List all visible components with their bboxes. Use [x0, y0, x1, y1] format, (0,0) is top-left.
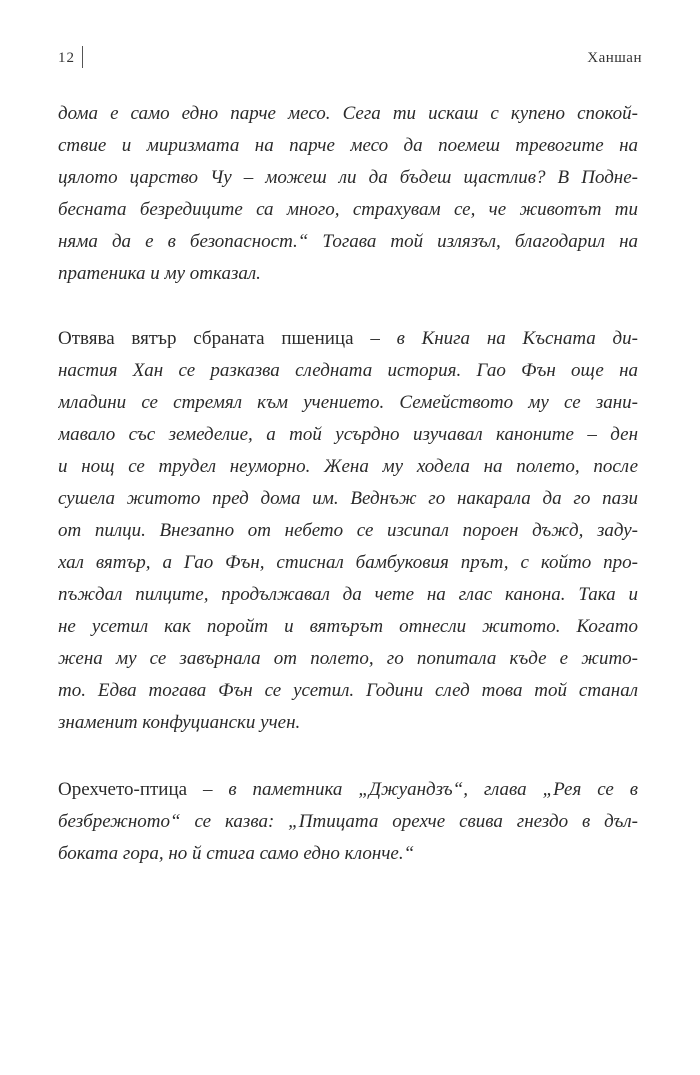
text-run: ствие и миризмата на парче месо да поемеш тревогите на	[58, 135, 638, 156]
text-run: дома е само едно парче месо. Сега ти искаш с купено спокой-	[58, 103, 638, 124]
text-run: не усетил как поройт и вятърът отнесли житото. Когато	[58, 616, 638, 637]
text-line	[58, 162, 638, 194]
text-line	[58, 130, 638, 162]
text-line	[58, 355, 638, 387]
text-run: младини се стремял към учението. Семейството му се зани-	[58, 392, 638, 413]
text-line	[58, 387, 638, 419]
text-run: цялото царство Чу – можеш ли да бъдеш щастлив? В Подне-	[58, 167, 638, 188]
text-run: Орехчето-птица	[58, 779, 188, 800]
paragraph-2	[58, 323, 638, 739]
text-line	[58, 451, 638, 483]
text-line	[58, 258, 638, 290]
text-run: безбрежното“ се казва: „Птицата орехче свива гнездо в дъл-	[58, 811, 638, 832]
running-header	[58, 50, 642, 72]
text-line	[58, 419, 638, 451]
text-line	[58, 226, 638, 258]
text-line	[58, 98, 638, 130]
text-run: то. Едва тогава Фън се усетил. Години след това той станал	[58, 680, 638, 701]
text-run: настия Хан се разказва следната история. Гао Фън още на	[58, 360, 638, 381]
text-line	[58, 611, 638, 643]
text-run: жена му се завърнала от полето, го попитала къде е жито-	[58, 648, 638, 669]
running-title: Ханшан	[587, 50, 642, 66]
text-line	[58, 194, 638, 226]
text-run: няма да е в безопасност.“ Тогава той излязъл, благодарил на	[58, 231, 638, 252]
paragraph-3	[58, 774, 638, 870]
text-run: – в Книга на Късната ди-	[353, 328, 638, 349]
text-line	[58, 323, 638, 355]
text-line	[58, 579, 638, 611]
text-run: знаменит конфуциански учен.	[58, 712, 301, 733]
text-line	[58, 515, 638, 547]
text-run: бесната безредиците са много, страхувам се, че животът ти	[58, 199, 638, 220]
text-run: пратеника и му отказал.	[58, 263, 261, 284]
text-line	[58, 547, 638, 579]
paragraph-1	[58, 98, 638, 290]
text-line	[58, 675, 638, 707]
text-run: – в паметника „Джуандзъ“, глава „Рея се в	[187, 779, 638, 800]
text-run: хал вятър, а Гао Фън, стиснал бамбуковия прът, с който про-	[58, 552, 638, 573]
text-run: сушела житото пред дома им. Веднъж го накарала да го пази	[58, 488, 638, 509]
text-line	[58, 707, 638, 739]
text-line	[58, 483, 638, 515]
text-run: пъждал пилците, продължавал да чете на глас канона. Така и	[58, 584, 638, 605]
header-divider	[82, 46, 83, 68]
text-run: и нощ се трудел неуморно. Жена му ходела на полето, после	[58, 456, 638, 477]
text-run: мавало със земеделие, а той усърдно изучавал каноните – ден	[58, 424, 638, 445]
text-run: Отвява вятър сбраната пшеница	[58, 328, 354, 349]
text-line	[58, 838, 638, 870]
text-line	[58, 643, 638, 675]
text-line	[58, 806, 638, 838]
text-line	[58, 774, 638, 806]
text-run: от пилци. Внезапно от небето се изсипал пороен дъжд, заду-	[58, 520, 638, 541]
text-run: боката гора, но й стига само едно клонче.“	[58, 843, 415, 864]
page-number: 12	[58, 50, 75, 66]
